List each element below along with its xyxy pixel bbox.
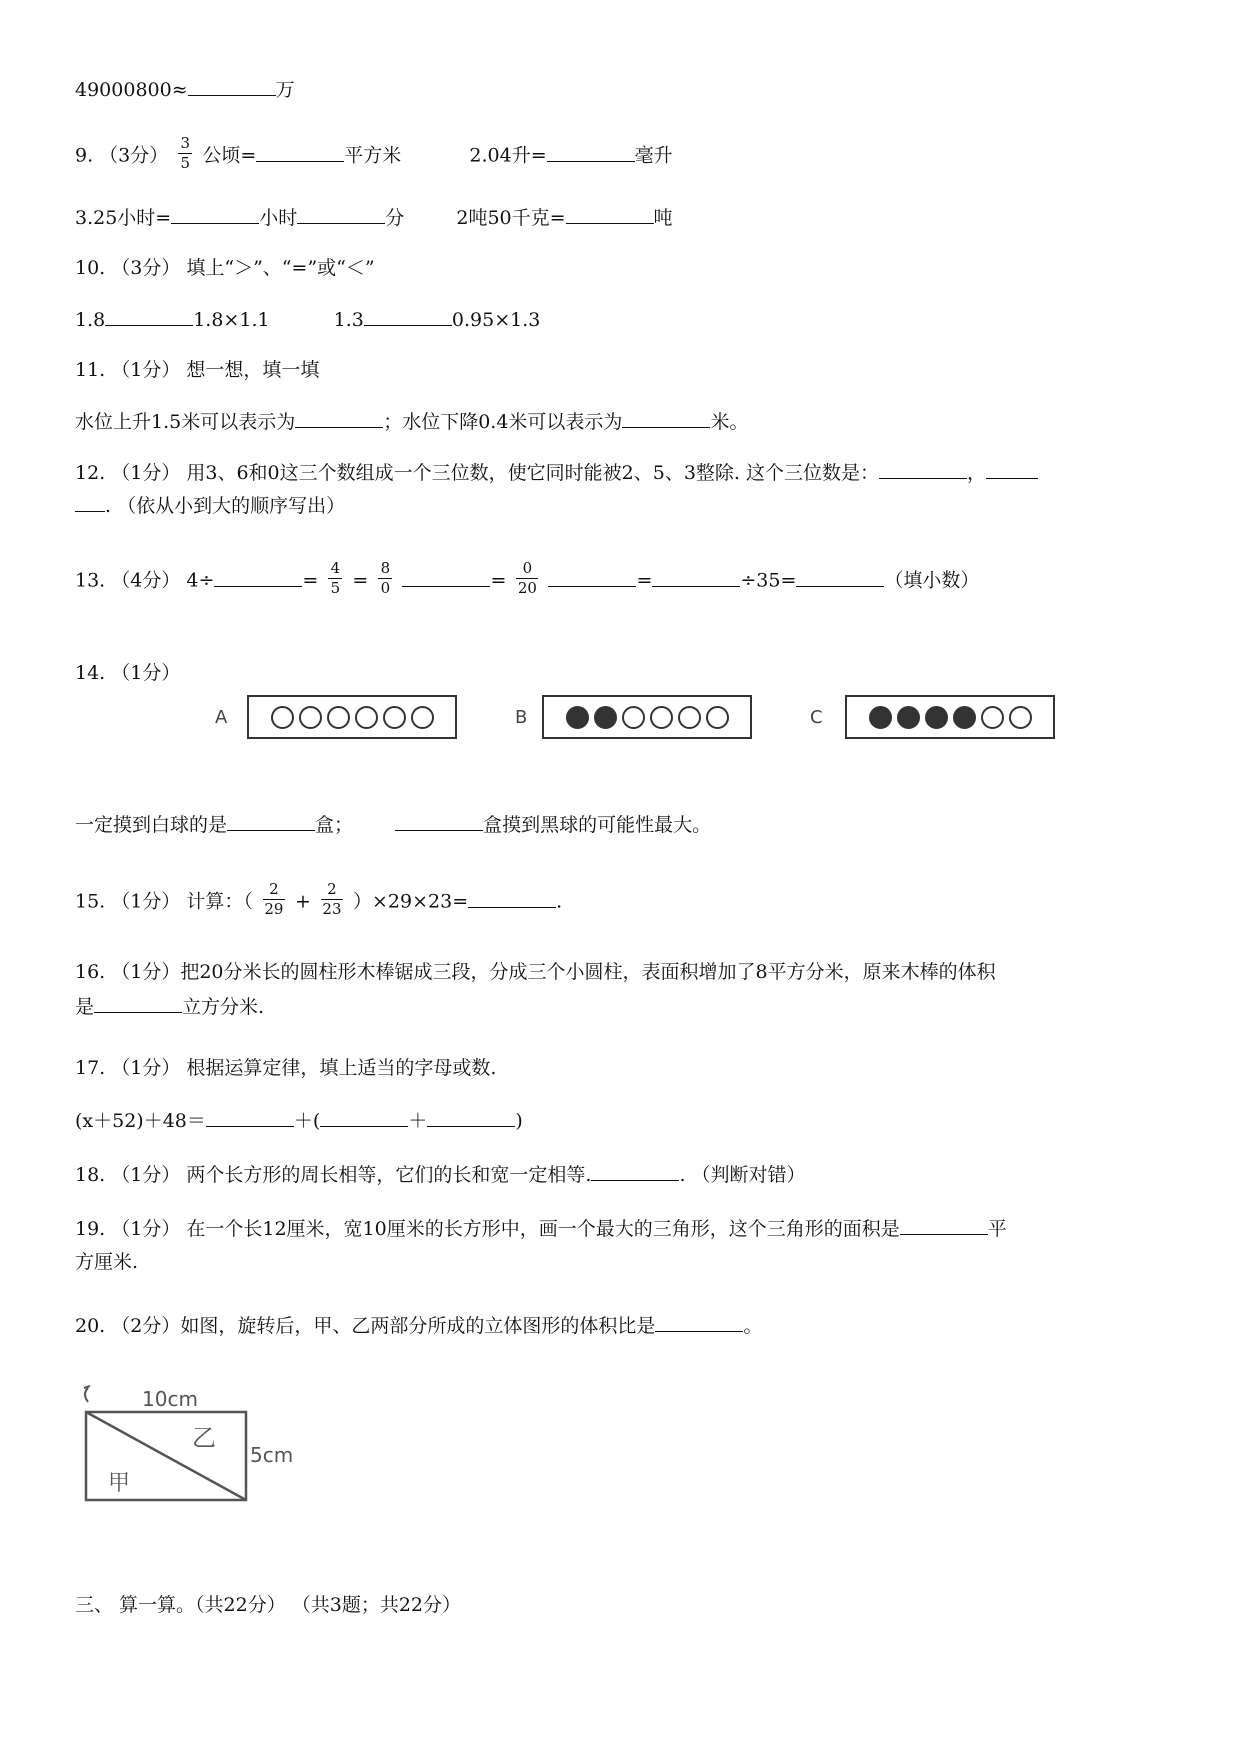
answer-blank[interactable]: [295, 409, 383, 428]
answer-blank[interactable]: [256, 143, 344, 162]
fraction: $\frac{2}{29}$: [264, 880, 284, 918]
question-14-line2: 一定摸到白球的是 盒； 盒摸到黑球的可能性最大。: [75, 814, 712, 836]
answer-blank[interactable]: [468, 889, 556, 908]
answer-blank[interactable]: [986, 460, 1038, 479]
question-20: 20. （2分）如图，旋转后，甲、乙两部分所成的立体图形的体积比是 。: [75, 1315, 763, 1337]
white-ball: [981, 706, 1004, 729]
white-ball: [650, 706, 673, 729]
fraction: $\frac{3}{5}$: [178, 136, 192, 171]
box-c: [845, 695, 1055, 739]
box-a: [247, 695, 457, 739]
white-ball: [411, 706, 434, 729]
question-19-line2: 方厘米.: [75, 1251, 139, 1273]
answer-blank[interactable]: [796, 568, 884, 587]
question-19: 19. （1分） 在一个长12厘米，宽10厘米的长方形中，画一个最大的三角形，这个三角形的面积是 平: [75, 1218, 1007, 1240]
answer-blank[interactable]: [547, 143, 635, 162]
answer-blank[interactable]: [566, 205, 654, 224]
question-12-line2: . （依从小到大的顺序写出）: [75, 493, 345, 518]
answer-blank[interactable]: [171, 205, 259, 224]
question-17: 17. （1分） 根据运算定律，填上适当的字母或数.: [75, 1057, 497, 1079]
line-approx: 49000800≈ 万: [75, 79, 295, 101]
answer-blank[interactable]: [402, 568, 490, 587]
jia-label: 甲: [108, 1471, 131, 1496]
answer-blank[interactable]: [105, 307, 193, 326]
answer-blank[interactable]: [395, 812, 483, 831]
answer-blank-cont[interactable]: [75, 493, 105, 512]
white-ball: [622, 706, 645, 729]
width-label: 5cm: [250, 1443, 294, 1467]
question-9-line2: 3.25小时= 小时 分 2吨50千克= 吨: [75, 207, 673, 229]
answer-blank[interactable]: [227, 812, 315, 831]
box-c-label: C: [810, 707, 823, 728]
box-a-label: A: [215, 707, 228, 728]
box-b: [542, 695, 752, 739]
section-3-title: 三、 算一算。（共22分） （共3题；共22分）: [75, 1594, 462, 1616]
white-ball: [299, 706, 322, 729]
answer-blank[interactable]: [427, 1108, 515, 1127]
question-9: 9. （3分） $\frac{3}{5}$ 公顷= 平方米 2.04升= 毫升: [75, 134, 673, 172]
question-11-line2: 水位上升1.5米可以表示为 ；水位下降0.4米可以表示为 米。: [75, 411, 749, 433]
question-16: 16. （1分）把20分米长的圆柱形木棒锯成三段，分成三个小圆柱，表面积增加了8平方分米，原来木棒的体积: [75, 961, 996, 983]
question-10: 10. （3分） 填上“＞”、“=”或“＜”: [75, 257, 375, 279]
question-11: 11. （1分） 想一想，填一填: [75, 359, 320, 381]
white-ball: [355, 706, 378, 729]
answer-blank[interactable]: [900, 1216, 988, 1235]
answer-blank[interactable]: [188, 77, 276, 96]
question-13: 13. （4分） 4÷ = $\frac{4}{5}$ = $\frac{8}{0}$ = $\frac{0}{20}$ = ÷35= （填小数）: [75, 559, 980, 597]
question-14: 14. （1分）: [75, 662, 181, 684]
answer-blank[interactable]: [297, 205, 385, 224]
question-18: 18. （1分） 两个长方形的周长相等，它们的长和宽一定相等. . （判断对错）: [75, 1164, 806, 1186]
answer-blank[interactable]: [214, 568, 302, 587]
question-15: 15. （1分） 计算：（ $\frac{2}{29}$ + $\frac{2}{23}$ ）×29×23= .: [75, 880, 563, 918]
fraction: $\frac{2}{23}$: [322, 880, 342, 918]
answer-blank[interactable]: [655, 1313, 743, 1332]
white-ball: [678, 706, 701, 729]
white-ball: [706, 706, 729, 729]
rotation-arrow-icon: [85, 1388, 88, 1402]
fraction: $\frac{8}{0}$: [378, 561, 392, 596]
answer-blank[interactable]: [652, 568, 740, 587]
answer-blank[interactable]: [622, 409, 710, 428]
answer-blank[interactable]: [879, 460, 967, 479]
answer-blank[interactable]: [591, 1162, 679, 1181]
answer-blank[interactable]: [206, 1108, 294, 1127]
black-ball: [566, 706, 589, 729]
rotation-figure: [80, 1380, 320, 1510]
question-10-line2: 1.8 1.8×1.1 1.3 0.95×1.3: [75, 309, 541, 331]
answer-blank[interactable]: [364, 307, 452, 326]
black-ball: [869, 706, 892, 729]
box-b-label: B: [515, 707, 528, 728]
question-12: 12. （1分） 用3、6和0这三个数组成一个三位数，使它同时能被2、5、3整除. 这个三位数是： ，: [75, 460, 1038, 485]
white-ball: [327, 706, 350, 729]
white-ball: [1009, 706, 1032, 729]
black-ball: [953, 706, 976, 729]
answer-blank[interactable]: [548, 568, 636, 587]
black-ball: [594, 706, 617, 729]
white-ball: [383, 706, 406, 729]
black-ball: [925, 706, 948, 729]
answer-blank[interactable]: [320, 1108, 408, 1127]
fraction: $\frac{0}{20}$: [517, 559, 537, 597]
black-ball: [897, 706, 920, 729]
answer-blank[interactable]: [94, 994, 182, 1013]
fraction: $\frac{4}{5}$: [328, 561, 342, 596]
length-label: 10cm: [142, 1387, 198, 1411]
white-ball: [271, 706, 294, 729]
question-16-line2: 是 立方分米.: [75, 996, 265, 1018]
yi-label: 乙: [192, 1424, 216, 1452]
question-17-line2: (x＋52)＋48＝ ＋( ＋ ): [75, 1110, 523, 1132]
